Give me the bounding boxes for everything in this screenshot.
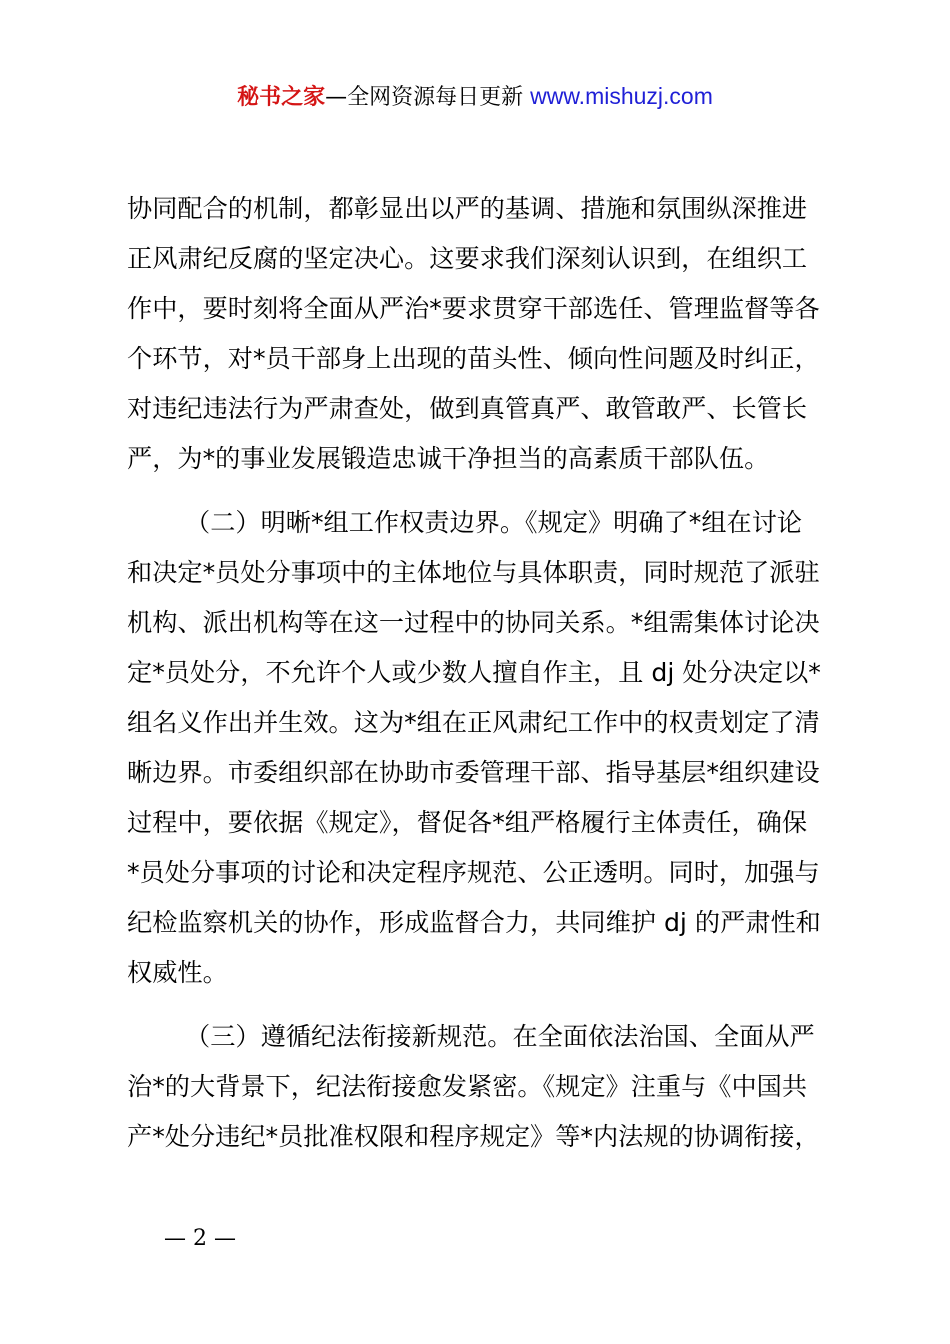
text-line: 个环节，对*员干部身上出现的苗头性、倾向性问题及时纠正，	[127, 344, 820, 373]
text-line: 和决定*员处分事项中的主体地位与具体职责，同时规范了派驻	[127, 558, 820, 587]
text-line: 定*员处分，不允许个人或少数人擅自作主，且 dj 处分决定以*	[127, 658, 821, 687]
text-line: 组名义作出并生效。这为*组在正风肃纪工作中的权责划定了清	[127, 708, 820, 737]
text-line: 晰边界。市委组织部在协助市委管理干部、指导基层*组织建设	[127, 758, 820, 787]
text-line: 权威性。	[127, 958, 228, 987]
site-header	[0, 78, 950, 116]
site-brand: 秘书之家	[237, 85, 326, 110]
text-line: 严，为*的事业发展锻造忠诚干净担当的高素质干部队伍。	[127, 444, 770, 473]
document-body	[127, 184, 837, 1162]
text-line: 对违纪违法行为严肃查处，做到真管真严、敢管敢严、长管长	[127, 394, 808, 423]
site-slogan: —全网资源每日更新	[325, 85, 531, 110]
text-line: 治*的大背景下，纪法衔接愈发紧密。《规定》注重与《中国共	[127, 1072, 808, 1101]
site-url-link[interactable]: www.mishuzj.com	[530, 83, 713, 109]
text-line: 产*处分违纪*员批准权限和程序规定》等*内法规的协调衔接，	[127, 1122, 820, 1151]
text-line: *员处分事项的讨论和决定程序规范、公正透明。同时，加强与	[127, 858, 820, 887]
paragraph-2	[127, 498, 837, 998]
text-line: 纪检监察机关的协作，形成监督合力，共同维护 dj 的严肃性和	[127, 908, 821, 937]
text-line: 机构、派出机构等在这一过程中的协同关系。*组需集体讨论决	[127, 608, 820, 637]
paragraph-1	[127, 184, 837, 484]
paragraph-3	[127, 1012, 837, 1162]
section-heading-line: （三）遵循纪法衔接新规范。在全面依法治国、全面从严	[185, 1022, 815, 1051]
text-line: 作中，要时刻将全面从严治*要求贯穿干部选任、管理监督等各	[127, 294, 820, 323]
text-line: 协同配合的机制，都彰显出以严的基调、措施和氛围纵深推进	[127, 194, 808, 223]
text-line: 正风肃纪反腐的坚定决心。这要求我们深刻认识到，在组织工	[127, 244, 808, 273]
text-line: 过程中，要依据《规定》，督促各*组严格履行主体责任，确保	[127, 808, 808, 837]
page-number: — 2 —	[164, 1226, 236, 1251]
section-heading-line: （二）明晰*组工作权责边界。《规定》明确了*组在讨论	[185, 508, 803, 537]
